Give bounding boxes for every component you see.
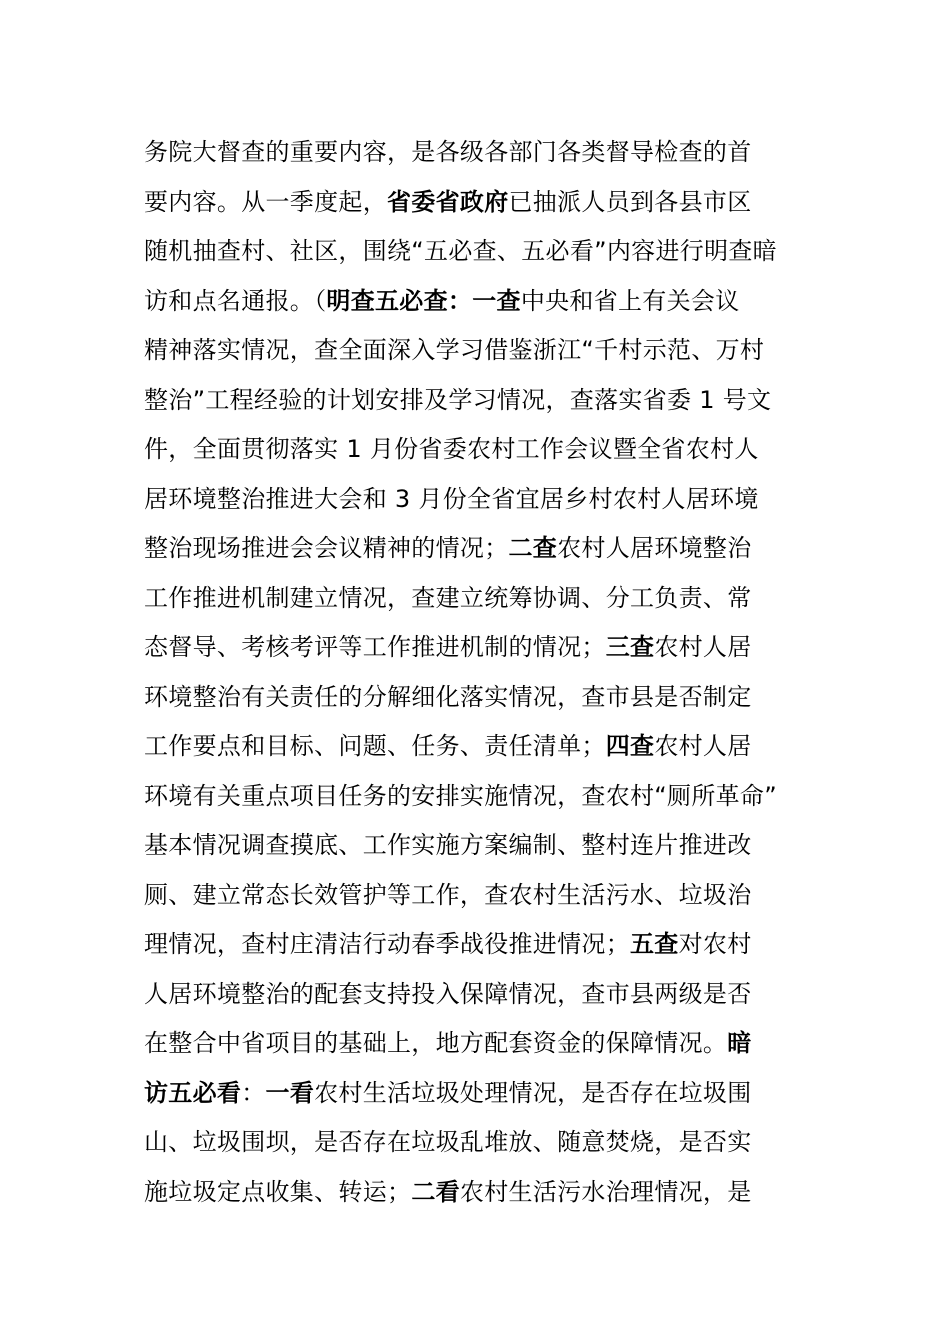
text-segment: 居环境整治推进大会和 3 月份全省宜居乡村农村人居环境	[144, 484, 759, 513]
bold-text-segment: 暗	[727, 1029, 752, 1057]
bold-text-segment: 四查	[605, 732, 655, 760]
text-line	[144, 326, 808, 376]
text-line	[144, 227, 808, 277]
text-segment: 环境有关重点项目任务的安排实施情况，查农村“厕所革命”	[144, 781, 777, 810]
text-segment: 农村人居	[654, 732, 752, 760]
text-line	[144, 178, 808, 228]
text-segment: 在整合中省项目的基础上，地方配套资金的保障情况。	[144, 1029, 728, 1057]
text-segment: 访和点名通报。（	[144, 286, 327, 315]
text-segment: 农村人居环境整治	[557, 534, 752, 562]
text-segment: 要内容。从一季度起，	[144, 187, 387, 216]
bold-text-segment: 访五必看	[144, 1078, 242, 1107]
text-line	[144, 772, 808, 822]
text-line	[144, 475, 808, 525]
text-line	[144, 722, 808, 772]
text-segment: 工作要点和目标、问题、任务、责任清单；	[144, 732, 606, 760]
text-line	[144, 1118, 808, 1168]
text-line	[144, 821, 808, 871]
text-segment: 人居环境整治的配套支持投入保障情况，查市县两级是否	[144, 979, 752, 1008]
bold-text-segment: 五查	[630, 930, 679, 958]
text-segment: 厕、建立常态长效管护等工作，查农村生活污水、垃圾治	[144, 880, 752, 909]
text-line	[144, 1168, 808, 1218]
text-line	[144, 871, 808, 921]
text-line	[144, 1019, 808, 1069]
text-line	[144, 524, 808, 574]
text-segment: ：	[241, 1078, 266, 1107]
text-segment: 务院大督查的重要内容，是各级各部门各类督导检查的首	[144, 138, 752, 166]
text-line	[144, 277, 808, 327]
bold-text-segment: 省委省政府	[387, 187, 509, 216]
text-segment: 环境整治有关责任的分解细化落实情况，查市县是否制定	[144, 682, 752, 711]
text-segment: 理情况，查村庄清洁行动春季战役推进情况；	[144, 930, 630, 958]
text-line	[144, 376, 808, 426]
text-line	[144, 673, 808, 723]
text-line	[144, 1069, 808, 1119]
text-segment: 农村人居	[654, 633, 752, 661]
text-segment: 施垃圾定点收集、转运；	[144, 1177, 412, 1206]
text-segment: 精神落实情况，查全面深入学习借鉴浙江“千村示范、万村	[144, 336, 765, 364]
text-line	[144, 574, 808, 624]
body-paragraph	[144, 128, 808, 1217]
text-line	[144, 128, 808, 178]
text-line	[144, 623, 808, 673]
text-segment: 基本情况调查摸底、工作实施方案编制、整村连片推进改	[144, 831, 752, 859]
text-segment: 农村生活垃圾处理情况，是否存在垃圾围	[314, 1078, 752, 1107]
bold-text-segment: 一看	[265, 1078, 315, 1107]
text-segment: 随机抽查村、社区，围绕“五必查、五必看”内容进行明查暗	[144, 237, 777, 265]
text-segment: 整治”工程经验的计划安排及学习情况，查落实省委 1 号文	[144, 385, 772, 414]
bold-text-segment: 二查	[508, 534, 558, 562]
text-segment: 整治现场推进会会议精神的情况；	[144, 534, 509, 562]
text-segment: 已抽派人员到各县市区	[508, 187, 752, 216]
bold-text-segment: 三查	[605, 633, 655, 661]
text-line	[144, 425, 808, 475]
text-segment: 件，全面贯彻落实 1 月份省委农村工作会议暨全省农村人	[144, 435, 759, 463]
bold-text-segment: 二看	[411, 1177, 460, 1206]
text-segment: 态督导、考核考评等工作推进机制的情况；	[144, 633, 606, 661]
text-segment: 中央和省上有关会议	[520, 286, 740, 315]
text-segment: 工作推进机制建立情况，查建立统筹协调、分工负责、常	[144, 583, 752, 612]
text-segment: 山、垃圾围坝，是否存在垃圾乱堆放、随意焚烧，是否实	[144, 1128, 752, 1156]
text-line	[144, 920, 808, 970]
text-line	[144, 970, 808, 1020]
text-segment: 农村生活污水治理情况，是	[459, 1177, 752, 1206]
text-segment: 对农村	[678, 930, 752, 958]
bold-text-segment: 明查五必查：一查	[326, 286, 521, 315]
